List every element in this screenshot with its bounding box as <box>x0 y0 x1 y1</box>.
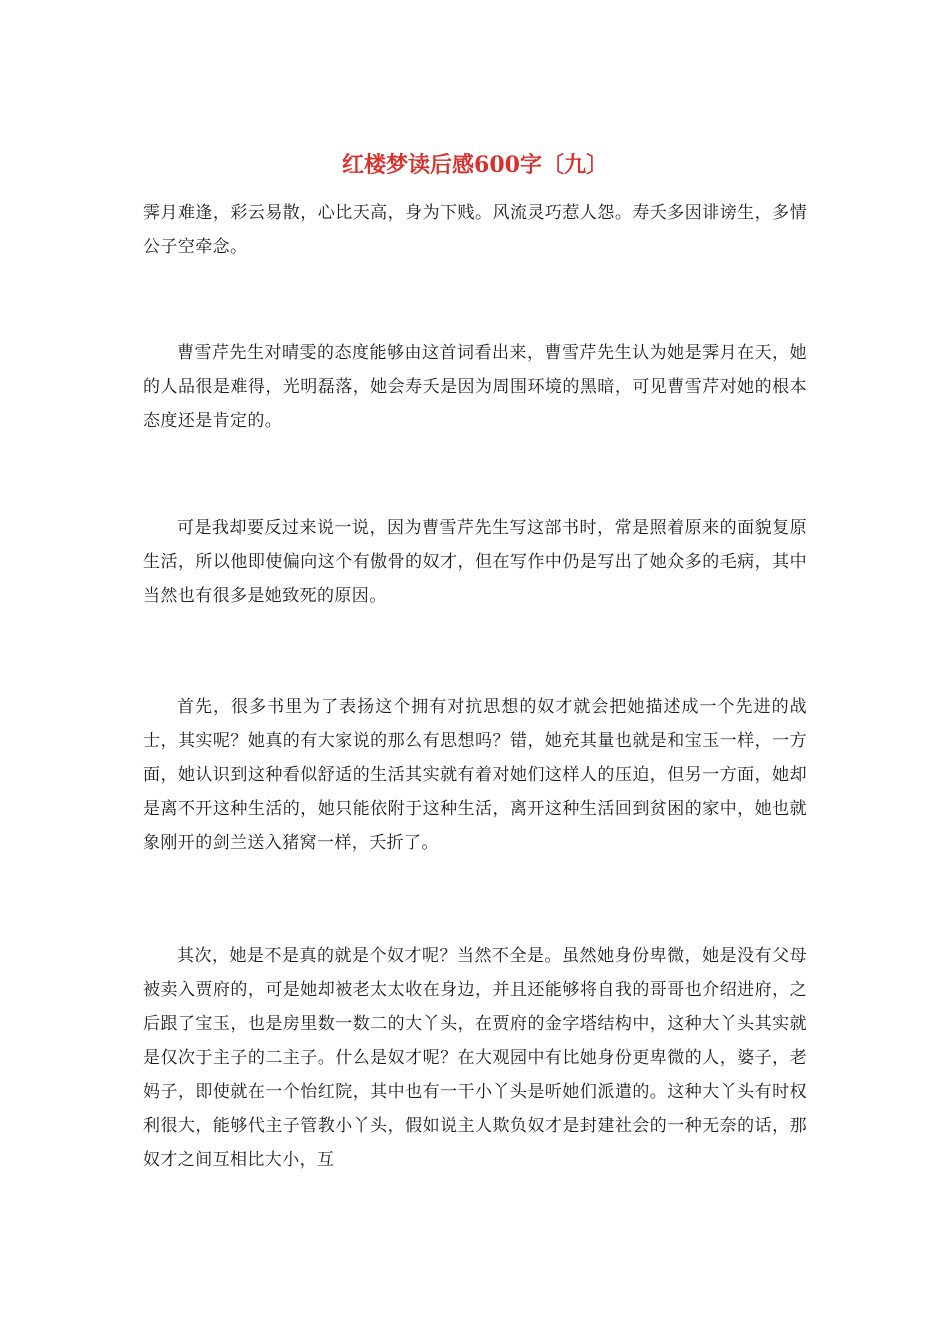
paragraph-2: 可是我却要反过来说一说，因为曹雪芹先生写这部书时，常是照着原来的面貌复原生活，所以他即使偏向这个有傲骨的奴才，但在写作中仍是写出了她众多的毛病，其中当然也有很多是她致死的原因。 <box>143 518 807 606</box>
paragraph-3: 首先，很多书里为了表扬这个拥有对抗思想的奴才就会把她描述成一个先进的战士，其实呢？她真的有大家说的那么有思想吗？错，她充其量也就是和宝玉一样，一方面，她认识到这种看似舒适的生活其实就有着对她们这样人的压迫，但另一方面，她却是离不开这种生活的，她只能依附于这种生活，离开这种生活回到贫困的家中，她也就象刚开的剑兰送入猪窝一样，夭折了。 <box>143 697 807 853</box>
paragraph-4: 其次，她是不是真的就是个奴才呢？当然不全是。虽然她身份卑微，她是没有父母被卖入贾府的，可是她却被老太太收在身边，并且还能够将自我的哥哥也介绍进府，之后跟了宝玉，也是房里数一数二的大丫头，在贾府的金字塔结构中，这种大丫头其实就是仅次于主子的二主子。什么是奴才呢？在大观园中有比她身份更卑微的人，婆子，老妈子，即使就在一个怡红院，其中也有一干小丫头是听她们派遣的。这种大丫头有时权利很大，能够代主子管教小丫头，假如说主人欺负奴才是封建社会的一种无奈的话，那奴才之间互相比大小，互 <box>143 946 807 1170</box>
paragraph-1: 曹雪芹先生对晴雯的态度能够由这首词看出来，曹雪芹先生认为她是霁月在天，她的人品很是难得，光明磊落，她会寿夭是因为周围环境的黑暗，可见曹雪芹对她的根本态度还是肯定的。 <box>143 343 807 431</box>
document-title: 红楼梦读后感600字〔九〕 <box>342 152 608 178</box>
paragraph-poem: 霁月难逢，彩云易散，心比天高，身为下贱。风流灵巧惹人怨。寿夭多因诽谤生，多情公子空牵念。 <box>143 203 807 257</box>
